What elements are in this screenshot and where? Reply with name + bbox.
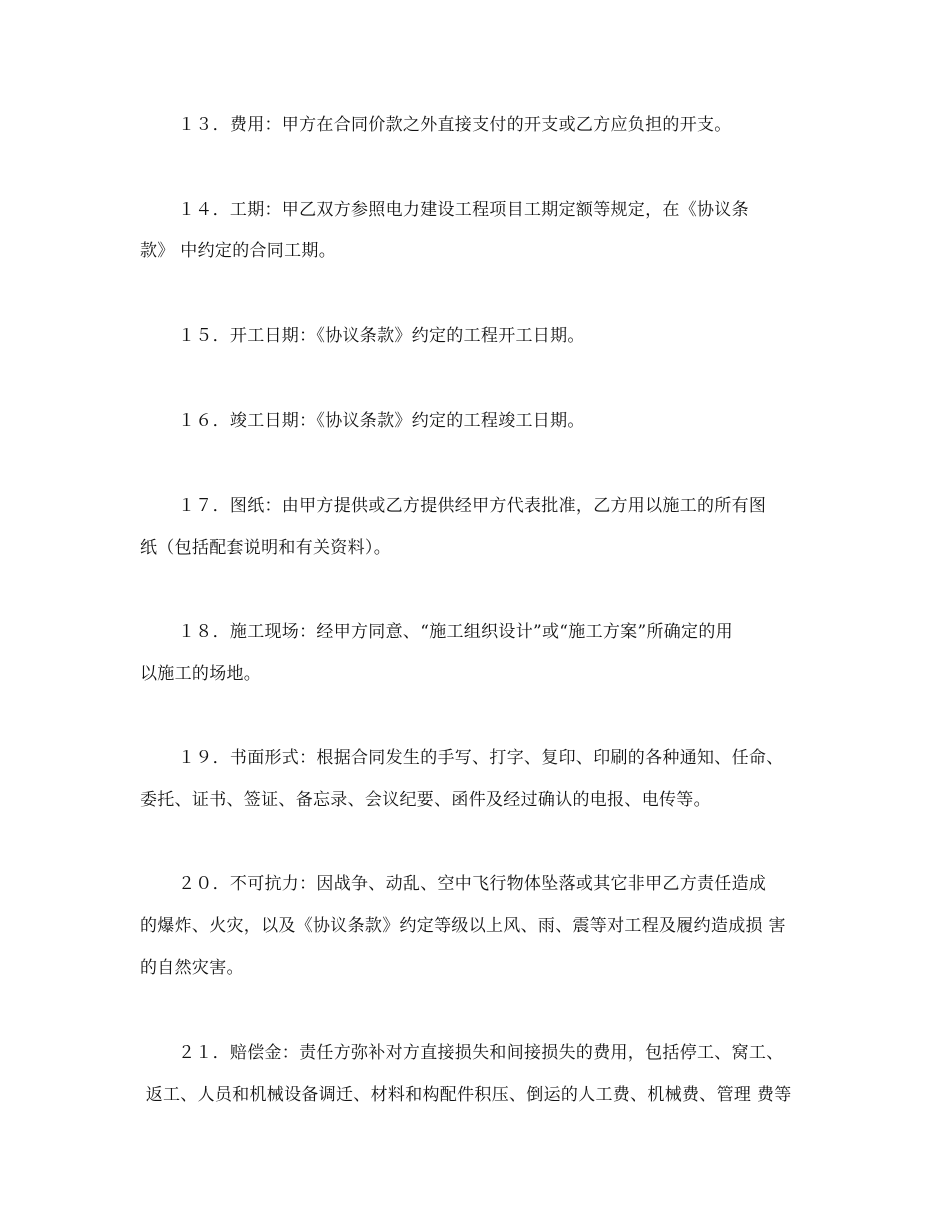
clause-17-line-2: 纸（包括配套说明和有关资料）。 — [140, 538, 391, 558]
clause-20-line-3: 的自然灾害。 — [140, 958, 244, 978]
clause-16-line-1: １６．竣工日期：《协议条款》约定的工程竣工日期。 — [178, 411, 585, 431]
clause-19-line-1: １９．书面形式：根据合同发生的手写、打字、复印、印刷的各种通知、任命、 — [178, 748, 784, 768]
clause-15-line-1: １５．开工日期：《协议条款》约定的工程开工日期。 — [178, 326, 585, 346]
clause-21-line-1: ２１．赔偿金：责任方弥补对方直接损失和间接损失的费用，包括停工、窝工、 — [178, 1043, 784, 1063]
clause-18-line-1: １８．施工现场：经甲方同意、“施工组织设计”或“施工方案”所确定的用 — [178, 622, 733, 642]
clause-14-line-1: １４．工期：甲乙双方参照电力建设工程项目工期定额等规定，在《协议条 — [178, 200, 749, 220]
clause-20-line-1: ２０．不可抗力：因战争、动乱、空中飞行物体坠落或其它非甲乙方责任造成 — [178, 874, 767, 894]
clause-21-line-2: 返工、人员和机械设备调迁、材料和构配件积压、倒运的人工费、机械费、管理 费等 — [140, 1085, 792, 1105]
clause-17-line-1: １７．图纸：由甲方提供或乙方提供经甲方代表批准，乙方用以施工的所有图 — [178, 496, 767, 516]
clause-13-line-1: １３．费用：甲方在合同价款之外直接支付的开支或乙方应负担的开支。 — [178, 115, 732, 135]
clause-18-line-2: 以施工的场地。 — [140, 664, 262, 684]
clause-14-line-2: 款》 中约定的合同工期。 — [140, 241, 337, 261]
clause-19-line-2: 委托、证书、签证、备忘录、会议纪要、函件及经过确认的电报、电传等。 — [140, 790, 711, 810]
clause-20-line-2: 的爆炸、火灾，以及《协议条款》约定等级以上风、雨、震等对工程及履约造成损 害 — [140, 916, 786, 936]
